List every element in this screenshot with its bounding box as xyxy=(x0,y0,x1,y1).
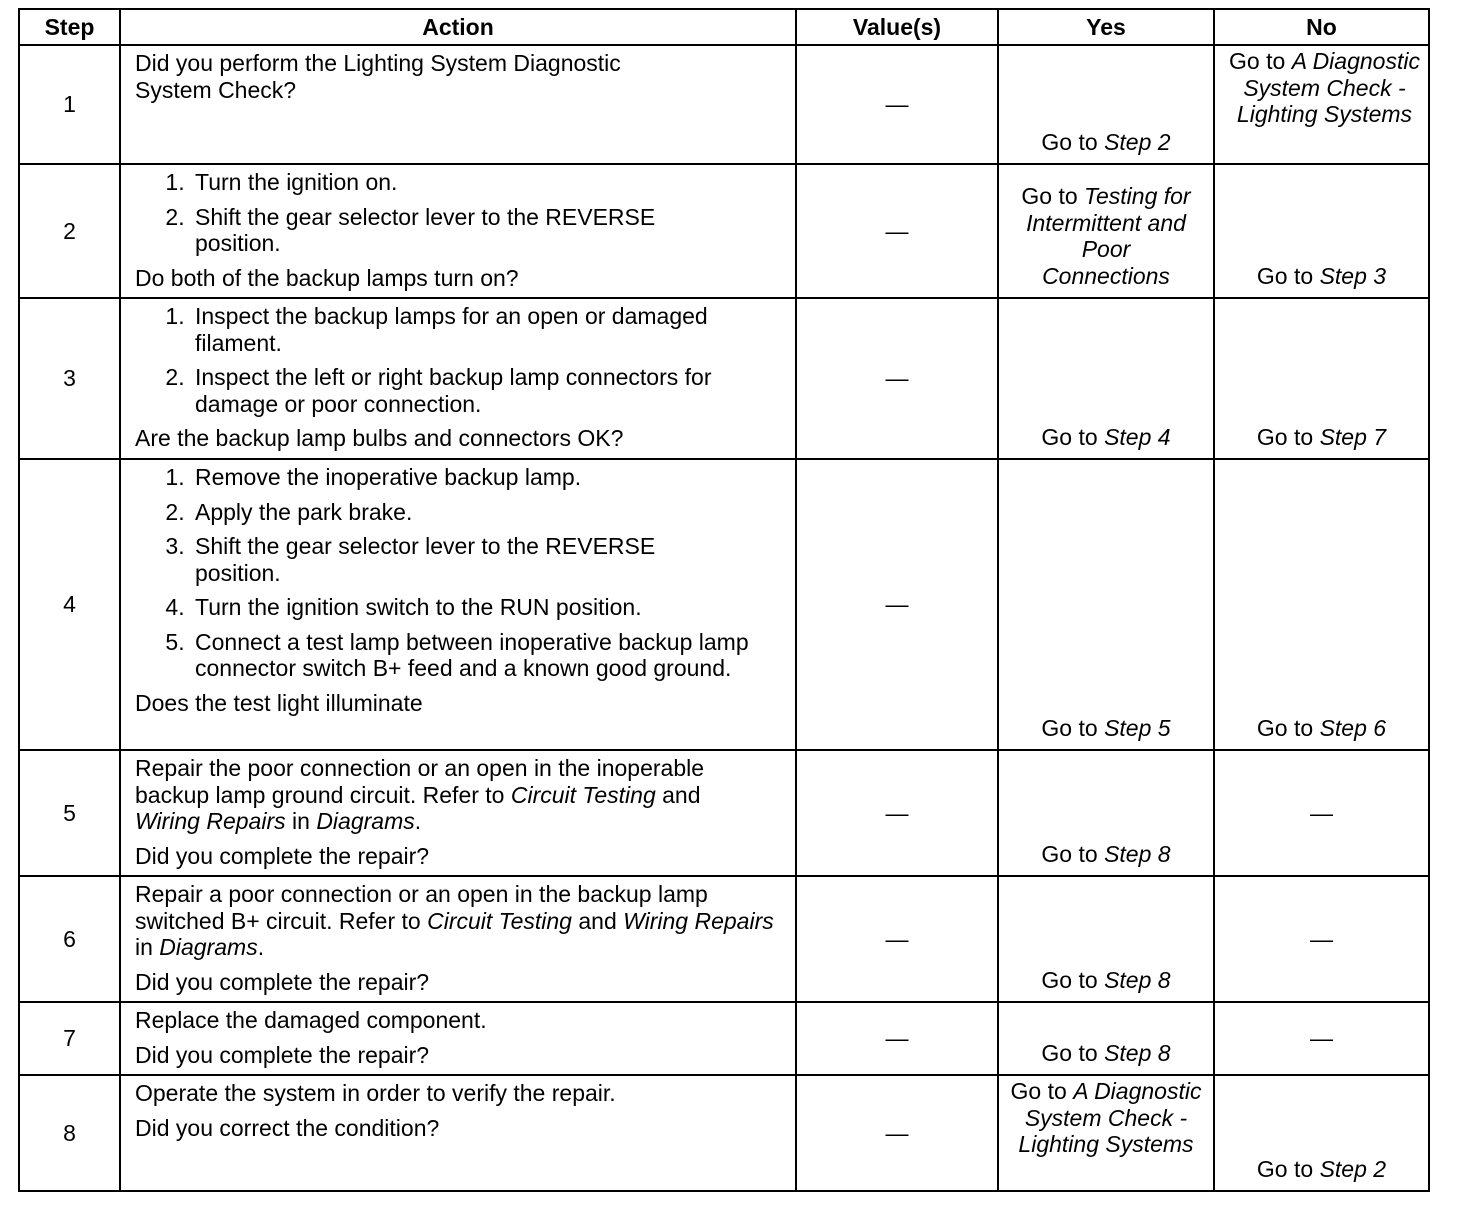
header-step: Step xyxy=(19,9,120,45)
action-text-part: Repair a poor connection or an open in the backup lamp switched B+ circuit. Refer to xyxy=(135,881,708,934)
step-number: 8 xyxy=(19,1075,120,1191)
goto-prefix: Go to xyxy=(1041,128,1105,155)
value-cell: — xyxy=(796,164,998,298)
header-row xyxy=(19,9,1429,45)
reference-link[interactable]: Diagrams xyxy=(316,808,415,834)
action-list-item: 5. Connect a test lamp between inoperative backup lamp connector switch B+ feed and a known good ground. xyxy=(191,629,760,682)
action-list-item: 2. Apply the park brake. xyxy=(191,499,785,526)
action-cell xyxy=(120,459,796,750)
action-question: Did you complete the repair? xyxy=(135,1041,430,1068)
action-list-item: 3. Shift the gear selector lever to the REVERSE position. xyxy=(191,533,705,586)
header-no: No xyxy=(1214,9,1429,45)
goto-link[interactable]: Step 8 xyxy=(1104,840,1171,867)
reference-link[interactable]: Diagrams xyxy=(159,934,258,960)
goto-prefix: Go to xyxy=(1256,1155,1320,1182)
yes-cell xyxy=(998,459,1214,750)
step-number: 4 xyxy=(19,459,120,750)
goto-link[interactable]: A Diagnostic System Check - Lighting Systems xyxy=(1018,1078,1202,1157)
value-cell: — xyxy=(796,459,998,750)
step-number: 7 xyxy=(19,1002,120,1075)
action-text xyxy=(135,755,765,835)
step-number: 3 xyxy=(19,298,120,459)
step-number: 6 xyxy=(19,876,120,1002)
yes-cell xyxy=(998,45,1214,164)
reference-link[interactable]: Wiring Repairs xyxy=(135,808,286,834)
goto-prefix: Go to xyxy=(1041,966,1105,993)
goto-link[interactable]: Step 6 xyxy=(1319,714,1387,741)
goto-link[interactable]: A Diagnostic System Check - Lighting Systems xyxy=(1236,48,1420,127)
value-cell: — xyxy=(796,750,998,876)
goto-link[interactable]: Step 8 xyxy=(1104,1039,1171,1066)
yes-cell xyxy=(998,1075,1214,1191)
action-cell xyxy=(120,876,796,1002)
action-question: Did you correct the condition? xyxy=(135,1114,440,1141)
value-cell: — xyxy=(796,876,998,1002)
diagnostic-table xyxy=(18,8,1430,1192)
action-text: Did you perform the Lighting System Diagnostic System Check? xyxy=(135,50,621,103)
table-row xyxy=(19,298,1429,459)
yes-cell xyxy=(998,876,1214,1002)
table-row xyxy=(19,459,1429,750)
yes-cell xyxy=(998,750,1214,876)
step-number: 1 xyxy=(19,45,120,164)
goto-prefix: Go to xyxy=(1041,1039,1105,1066)
value-cell: — xyxy=(796,298,998,459)
goto-link[interactable]: Testing for Intermittent and Poor Connections xyxy=(1026,183,1191,289)
action-list-item: 4. Turn the ignition switch to the RUN position. xyxy=(191,594,785,621)
action-cell xyxy=(120,45,796,164)
action-text: Operate the system in order to verify the repair. xyxy=(135,1080,616,1106)
header-yes: Yes xyxy=(998,9,1214,45)
table-row xyxy=(19,1075,1429,1191)
no-cell xyxy=(1214,45,1429,164)
action-question: Do both of the backup lamps turn on? xyxy=(135,264,519,291)
value-cell: — xyxy=(796,1075,998,1191)
no-cell: — xyxy=(1214,750,1429,876)
header-values: Value(s) xyxy=(796,9,998,45)
action-text-part: in xyxy=(135,934,160,960)
goto-link[interactable]: Step 3 xyxy=(1319,262,1387,289)
no-cell: — xyxy=(1214,876,1429,1002)
action-question: Are the backup lamp bulbs and connectors OK? xyxy=(135,425,624,451)
no-cell xyxy=(1214,459,1429,750)
yes-cell xyxy=(998,1002,1214,1075)
table-row xyxy=(19,1002,1429,1075)
goto-prefix: Go to xyxy=(1010,1078,1074,1104)
action-list-item: 1. Turn the ignition on. xyxy=(191,169,785,196)
action-text-part: . xyxy=(414,808,422,834)
action-text: Replace the damaged component. xyxy=(135,1007,487,1033)
goto-prefix: Go to xyxy=(1256,262,1320,289)
goto-prefix: Go to xyxy=(1229,48,1292,74)
yes-cell xyxy=(998,298,1214,459)
table-row xyxy=(19,45,1429,164)
goto-link[interactable]: Step 4 xyxy=(1104,423,1171,450)
reference-link[interactable]: Circuit Testing xyxy=(510,781,656,808)
table-row xyxy=(19,164,1429,298)
no-cell xyxy=(1214,1075,1429,1191)
action-question: Did you complete the repair? xyxy=(135,842,430,869)
reference-link[interactable]: Circuit Testing xyxy=(427,907,572,934)
step-number: 5 xyxy=(19,750,120,876)
action-cell xyxy=(120,750,796,876)
action-cell xyxy=(120,164,796,298)
action-list-item: 2. Inspect the left or right backup lamp connectors for damage or poor connection. xyxy=(191,364,770,417)
goto-prefix: Go to xyxy=(1041,714,1105,741)
action-text-part: in xyxy=(285,808,317,834)
action-question: Did you complete the repair? xyxy=(135,968,430,995)
action-cell xyxy=(120,298,796,459)
goto-link[interactable]: Step 2 xyxy=(1104,128,1171,155)
action-text-part: and xyxy=(571,907,624,934)
no-cell: — xyxy=(1214,1002,1429,1075)
goto-link[interactable]: Step 7 xyxy=(1319,423,1387,450)
action-list xyxy=(135,169,785,257)
action-text xyxy=(135,881,775,961)
no-cell xyxy=(1214,298,1429,459)
action-text-part: and xyxy=(655,781,701,808)
goto-link[interactable]: Step 8 xyxy=(1104,966,1171,993)
goto-prefix: Go to xyxy=(1041,840,1105,867)
yes-cell xyxy=(998,164,1214,298)
action-text-part: . xyxy=(257,934,265,960)
table-row xyxy=(19,876,1429,1002)
action-cell xyxy=(120,1075,796,1191)
goto-link[interactable]: Step 2 xyxy=(1319,1155,1387,1182)
goto-prefix: Go to xyxy=(1256,423,1320,450)
action-cell xyxy=(120,1002,796,1075)
action-question: Does the test light illuminate xyxy=(135,689,423,716)
action-list xyxy=(135,464,785,682)
action-list-item: 2. Shift the gear selector lever to the REVERSE position. xyxy=(191,204,705,257)
action-list-item: 1. Remove the inoperative backup lamp. xyxy=(191,464,785,491)
goto-prefix: Go to xyxy=(1021,183,1085,209)
action-list-item: 1. Inspect the backup lamps for an open or damaged filament. xyxy=(191,303,760,356)
no-cell xyxy=(1214,164,1429,298)
header-action: Action xyxy=(120,9,796,45)
value-cell: — xyxy=(796,1002,998,1075)
goto-link[interactable]: Step 5 xyxy=(1104,714,1171,741)
action-text-part: Repair the poor connection or an open in the inoperable backup lamp ground circuit. Refer to xyxy=(135,755,705,808)
action-list xyxy=(135,303,785,417)
value-cell: — xyxy=(796,45,998,164)
goto-prefix: Go to xyxy=(1256,714,1320,741)
step-number: 2 xyxy=(19,164,120,298)
goto-prefix: Go to xyxy=(1041,423,1105,450)
reference-link[interactable]: Wiring Repairs xyxy=(623,907,774,934)
table-row xyxy=(19,750,1429,876)
